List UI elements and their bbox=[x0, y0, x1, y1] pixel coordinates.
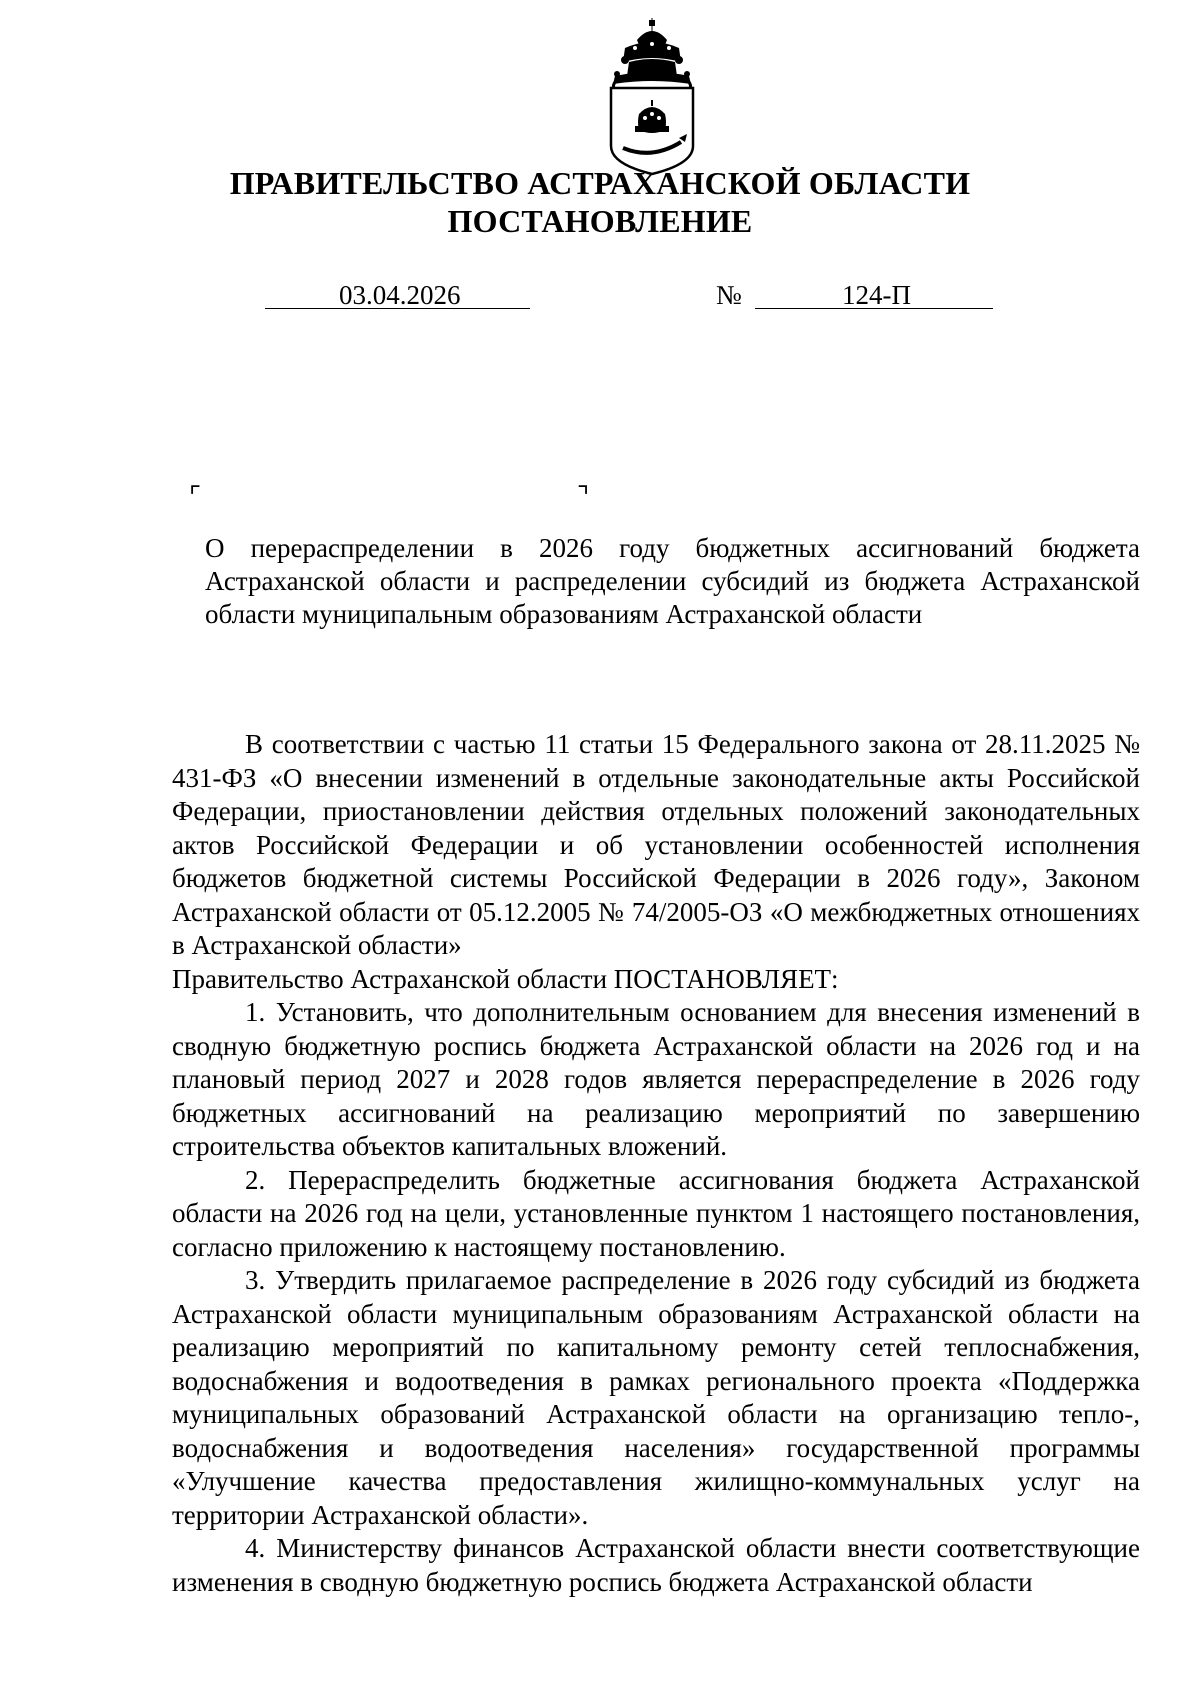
number-sign: № bbox=[716, 280, 742, 310]
item-paragraph-3: 3. Утвердить прилагаемое распределение в 2026 году субсидий из бюджета Астраханской области муниципальным образованиям Астраханской области на реализацию мероприятий по капитальному ремонту сетей теплоснабжения, водоснабжения и водоотведения в рамках регионального проекта «Поддержка муниципальных образований Астраханской области на организацию тепло-, водоснабжения и водоотведения населения» государственной программы «Улучшение качества предоставления жилищно-коммунальных услуг на территории Астраханской области». bbox=[172, 1265, 1140, 1530]
document-date: 03.04.2026 bbox=[339, 280, 461, 310]
date-underline bbox=[265, 308, 530, 309]
preamble-paragraph: В соответствии с частью 11 статьи 15 Федерального закона от 28.11.2025 № 431-ФЗ «О внесении изменений в отдельные законодательные акты Российской Федерации, приостановлении действия отдельных положений законодательных актов Российской Федерации и об установлении особенностей исполнения бюджетов бюджетной системы Российской Федерации в 2026 году», Законом Астраханской области от 05.12.2005 № 74/2005-ОЗ «О межбюджетных отношениях в Астраханской области» bbox=[172, 729, 1140, 960]
subject-bracket-right-icon: ⌝ bbox=[577, 482, 590, 512]
document-number: 124-П bbox=[842, 280, 911, 310]
subject-bracket-left-icon: ⌜ bbox=[189, 482, 202, 512]
item-paragraph-4: 4. Министерству финансов Астраханской области внести соответствующие изменения в сводную бюджетную роспись бюджета Астраханской области bbox=[172, 1533, 1140, 1597]
item-paragraph-2: 2. Перераспределить бюджетные ассигнования бюджета Астраханской области на 2026 год на цели, установленные пунктом 1 настоящего постановления, согласно приложению к настоящему постановлению. bbox=[172, 1164, 1140, 1262]
resolution-statement: Правительство Астраханской области ПОСТАНОВЛЯЕТ: bbox=[172, 963, 839, 994]
item-paragraph-1: 1. Установить, что дополнительным основанием для внесения изменений в сводную бюджетную роспись бюджета Астраханской области на 2026 год и на плановый период 2027 и 2028 годов является перераспределение в 2026 году бюджетных ассигнований на реализацию мероприятий по завершению строительства объектов капитальных вложений. bbox=[172, 997, 1140, 1161]
document-subject: О перераспределении в 2026 году бюджетных ассигнований бюджета Астраханской области и распределении субсидий из бюджета Астраханской области муниципальным образованиям Астраханской области bbox=[205, 533, 1140, 629]
organization-title: ПРАВИТЕЛЬСТВО АСТРАХАНСКОЙ ОБЛАСТИ bbox=[229, 165, 971, 201]
astrakhan-coat-of-arms-icon bbox=[605, 18, 699, 176]
document-type-title: ПОСТАНОВЛЕНИЕ bbox=[447, 203, 753, 239]
number-underline bbox=[755, 308, 993, 309]
document-body bbox=[172, 728, 1140, 1599]
